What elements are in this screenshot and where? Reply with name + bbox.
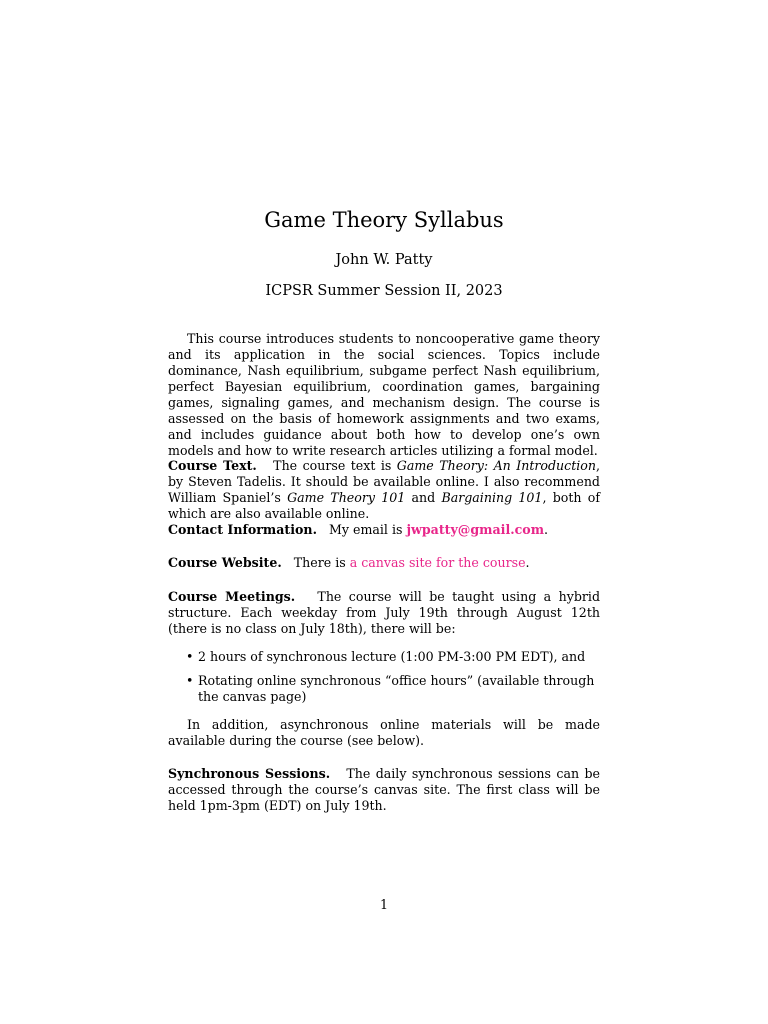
email-link[interactable]: jwpatty@gmail.com <box>406 522 545 537</box>
course-text-book: Game Theory: An Introduction <box>396 458 596 473</box>
course-text-book3: Bargaining 101 <box>441 490 543 505</box>
website-heading: Course Website. <box>168 555 282 570</box>
author-name: John W. Patty <box>335 252 433 268</box>
meetings-paragraph <box>168 589 600 637</box>
contact-heading: Contact Information. <box>168 522 317 537</box>
meetings-followup: In addition, asynchronous online materials will be made available during the course (see below). <box>168 717 600 748</box>
document-title: Game Theory Syllabus <box>264 208 504 232</box>
sync-text: The daily synchronous sessions can be accessed through the course’s canvas site. The first class will be held 1pm-3pm (EDT) on July 19th. <box>168 766 601 813</box>
abstract-paragraph: This course introduces students to noncooperative game theory and its application in the social sciences. Topics include dominance, Nash equilibrium, subgame perfect Nash equilibrium, perfect Bayesian equilibrium, coordination games, bargaining games, signaling games, and mechanism design. The course is assessed on the basis of homework assignments and two exams, and includes guidance about both how to develop one’s own models and how to write research articles utilizing a formal model. <box>168 331 600 458</box>
list-item <box>186 649 602 665</box>
bullet-text: Rotating online synchronous “office hours” (available through the canvas page) <box>198 673 595 704</box>
contact-text: My email is <box>328 522 407 537</box>
canvas-site-link[interactable]: a canvas site for the course <box>349 555 526 570</box>
sync-heading: Synchronous Sessions. <box>168 766 331 781</box>
contact-paragraph <box>168 522 600 538</box>
meeting-bullets <box>186 649 602 705</box>
course-text-and: and <box>405 490 442 505</box>
contact-end: . <box>544 522 549 537</box>
course-text-heading: Course Text. <box>168 458 257 473</box>
meetings-heading: Course Meetings. <box>168 589 296 604</box>
course-text-part1: The course text is <box>273 458 397 473</box>
list-item <box>186 673 602 705</box>
website-paragraph <box>168 555 600 571</box>
website-end: . <box>525 555 530 570</box>
course-text-paragraph <box>168 458 600 522</box>
course-text-part3: , both of which are also available online. <box>168 490 600 521</box>
course-text-part2: , by Steven Tadelis. It should be available online. I also recommend William Spaniel’s <box>168 458 601 505</box>
meetings-text: The course will be taught using a hybrid structure. Each weekday from July 19th through August 12th (there is no class on July 18th), there will be: <box>168 589 601 636</box>
website-text: There is <box>293 555 350 570</box>
bullet-icon: • <box>186 649 194 664</box>
sync-paragraph <box>168 766 600 814</box>
bullet-text: 2 hours of synchronous lecture (1:00 PM-3:00 PM EDT), and <box>198 649 586 664</box>
course-text-book2: Game Theory 101 <box>287 490 406 505</box>
bullet-icon: • <box>186 673 194 688</box>
session-info: ICPSR Summer Session II, 2023 <box>265 283 503 299</box>
page-number: 1 <box>379 897 388 912</box>
